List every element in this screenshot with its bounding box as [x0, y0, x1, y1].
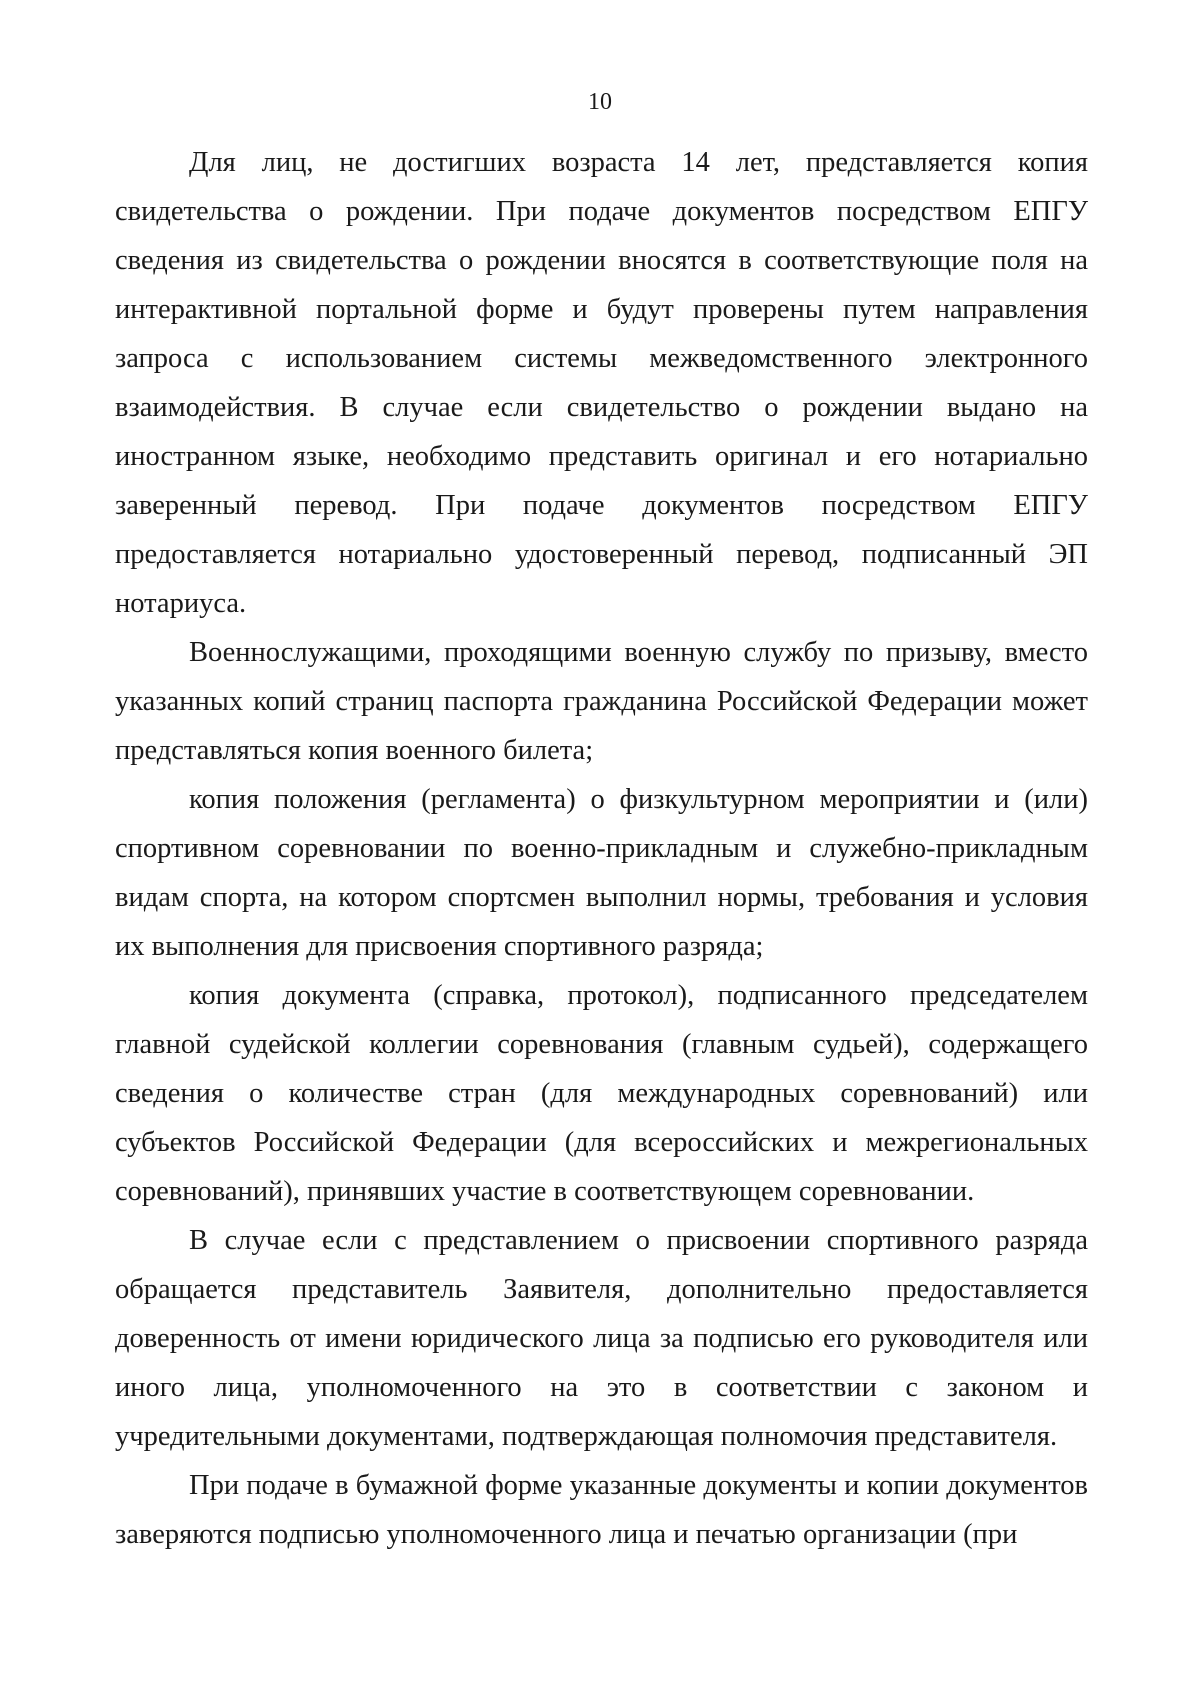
page-number: 10 — [588, 89, 612, 115]
paragraph-birth-certificate: Для лиц, не достигших возраста 14 лет, представляется копия свидетельства о рождении. При подаче документов посредством ЕПГУ сведения из свидетельства о рождении вносятся в соответствующие поля на интерактивной портальной форме и будут проверены путем направления запроса с использованием системы межведомственного электронного взаимодействия. В случае если свидетельство о рождении выдано на иностранном языке, необходимо представить оригинал и его нотариально заверенный перевод. При подаче документов посредством ЕПГУ предоставляется нотариально удостоверенный перевод, подписанный ЭП нотариуса. — [115, 147, 1088, 619]
paragraph-protocol-copy: копия документа (справка, протокол), подписанного председателем главной судейской коллегии соревнования (главным судьей), содержащего сведения о количестве стран (для международных соревнований) или субъектов Российской Федерации (для всероссийских и межрегиональных соревнований), принявших участие в соответствующем соревновании. — [115, 980, 1088, 1207]
paragraph-regulation-copy: копия положения (регламента) о физкультурном мероприятии и (или) спортивном соревновании по военно-прикладным и служебно-прикладным видам спорта, на котором спортсмен выполнил нормы, требования и условия их выполнения для присвоения спортивного разряда; — [115, 784, 1088, 962]
document-body — [115, 138, 1088, 1559]
paragraph-paper-submission: При подаче в бумажной форме указанные документы и копии документов заверяются подписью уполномоченного лица и печатью организации (при — [115, 1470, 1088, 1550]
paragraph-representative: В случае если с представлением о присвоении спортивного разряда обращается представитель Заявителя, дополнительно предоставляется доверенность от имени юридического лица за подписью его руководителя или иного лица, уполномоченного на это в соответствии с законом и учредительными документами, подтверждающая полномочия представителя. — [115, 1225, 1088, 1452]
paragraph-military-ticket: Военнослужащими, проходящими военную службу по призыву, вместо указанных копий страниц паспорта гражданина Российской Федерации может представляться копия военного билета; — [115, 637, 1088, 766]
